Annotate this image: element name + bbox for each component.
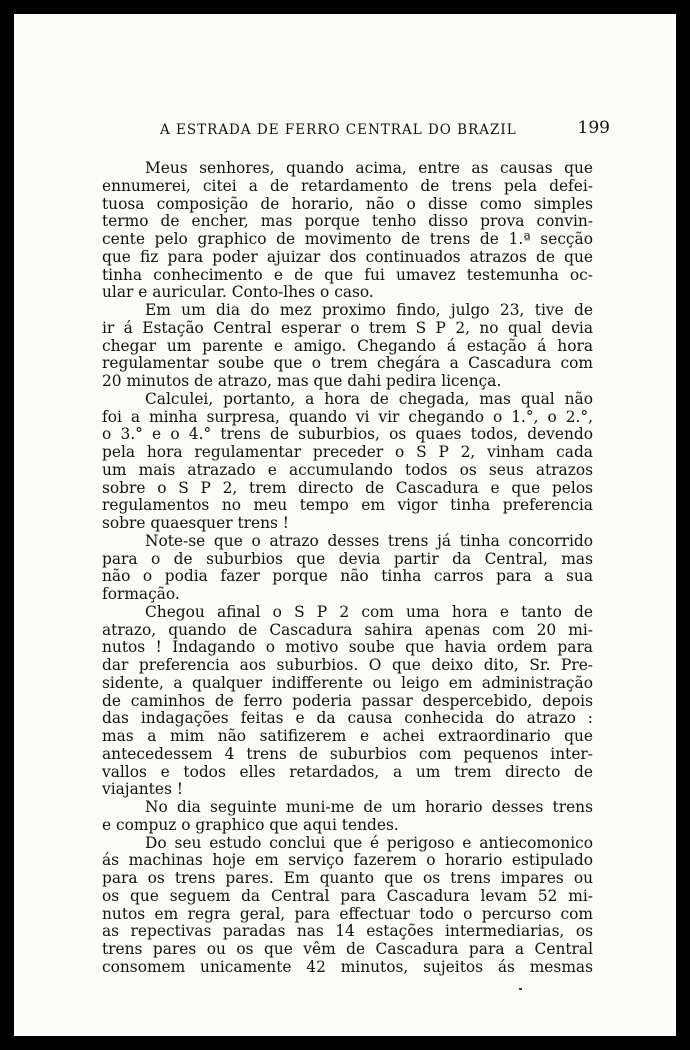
text-line: ir á Estação Central esperar o trem S P 2, no qual devia — [102, 319, 593, 337]
text-line: cente pelo graphico de movimento de trens de 1.ª secção — [102, 231, 593, 248]
page-number: 199 — [577, 118, 610, 138]
text-line: regulamentos no meu tempo em vigor tinha preferencia — [102, 497, 593, 515]
text-line: sobre o S P 2, trem directo de Cascadura e que pelos — [102, 479, 593, 497]
text-line: não o podia fazer porque não tinha carros para a sua — [102, 568, 593, 586]
text-line: Do seu estudo conclui que é perigoso e antiecomonico — [145, 834, 593, 852]
text-line: trens pares ou os que vêm de Cascadura para a Central — [102, 941, 593, 958]
text-line: regulamentar soube que o trem chegára a Cascadura com — [102, 355, 593, 373]
text-line: Meus senhores, quando acima, entre as causas que — [145, 160, 593, 177]
text-line: tuosa composição de horario, não o disse como simples — [102, 195, 593, 213]
paragraph — [102, 391, 593, 533]
text-line: dar preferencia aos suburbios. O que deixo dito, Sr. Pre- — [102, 657, 593, 674]
text-line: tinha conhecimento e de que fui umavez testemunha oc- — [102, 266, 593, 284]
text-line: sidente, a qualquer indifferente ou leigo em administração — [102, 674, 593, 692]
text-line: das indagações feitas e da causa conhecida do atrazo : — [102, 710, 593, 728]
text-line: ennumerei, citei a de retardamento de trens pela defei- — [102, 177, 593, 195]
page-header — [160, 118, 610, 142]
text-line: chegar um parente e amigo. Chegando á estação á hora — [102, 337, 593, 355]
text-line: termo de encher, mas porque tenho disso prova convin- — [102, 213, 593, 231]
text-line: vallos e todos elles retardados, a um trem directo de — [102, 763, 593, 781]
text-line: que fiz para poder ajuizar dos continuados atrazos de que — [102, 248, 593, 266]
text-line: foi a minha surpresa, quando vi vir chegando o 1.°, o 2.°, — [102, 408, 593, 426]
print-speck — [519, 988, 522, 990]
text-line: atrazo, quando de Cascadura sahira apenas com 20 mi- — [102, 621, 593, 639]
text-line: viajantes ! — [102, 781, 183, 799]
text-line: nutos ! Indagando o motivo soube que havia ordem para — [102, 639, 593, 657]
text-line: para o de suburbios que devia partir da Central, mas — [102, 550, 593, 568]
text-line: pela hora regulamentar preceder o S P 2, vinham cada — [102, 444, 593, 461]
text-line: os que seguem da Central para Cascadura levam 52 mi- — [102, 887, 593, 905]
paragraph — [102, 302, 593, 391]
paragraph — [102, 799, 593, 835]
text-line: Note-se que o atrazo desses trens já tinha concorrido — [145, 532, 593, 550]
text-line: antecedessem 4 trens de suburbios com pequenos inter- — [102, 745, 593, 763]
running-title: A ESTRADA DE FERRO CENTRAL DO BRAZIL — [160, 122, 517, 138]
paragraph — [102, 160, 593, 302]
text-line: sobre quaesquer trens ! — [102, 515, 289, 532]
text-line: para os trens pares. Em quanto que os trens impares ou — [102, 870, 593, 887]
text-line: um mais atrazado e accumulando todos os seus atrazos — [102, 461, 593, 479]
text-line: Em um dia do mez proximo findo, julgo 23, tive de — [145, 302, 593, 319]
text-line: No dia seguinte muni-me de um horario desses trens — [145, 799, 593, 816]
paragraph — [102, 835, 593, 977]
body-text — [102, 160, 593, 977]
text-line: nutos em regra geral, para effectuar todo o percurso com — [102, 905, 593, 923]
paragraph — [102, 533, 593, 604]
text-line: Chegou afinal o S P 2 com uma hora e tanto de — [145, 603, 593, 621]
text-line: 20 minutos de atrazo, mas que dahi pedira licença. — [102, 373, 502, 390]
text-line: de caminhos de ferro poderia passar despercebido, depois — [102, 692, 593, 710]
text-line: ular e auricular. Conto-lhes o caso. — [102, 284, 374, 302]
book-page — [14, 14, 676, 1036]
text-line: mas a mim não satifizerem e achei extraordinario que — [102, 728, 593, 745]
text-line: ás machinas hoje em serviço fazerem o horario estipulado — [102, 852, 593, 870]
paragraph — [102, 604, 593, 799]
text-line: consomem unicamente 42 minutos, sujeitos ás mesmas — [102, 958, 593, 976]
text-line: o 3.° e o 4.° trens de suburbios, os quaes todos, devendo — [102, 426, 593, 444]
text-line: Calculei, portanto, a hora de chegada, mas qual não — [145, 390, 593, 408]
text-line: formação. — [102, 586, 180, 603]
text-line: e compuz o graphico que aqui tendes. — [102, 816, 399, 834]
text-line: as repectivas paradas nas 14 estações intermediarias, os — [102, 923, 593, 941]
